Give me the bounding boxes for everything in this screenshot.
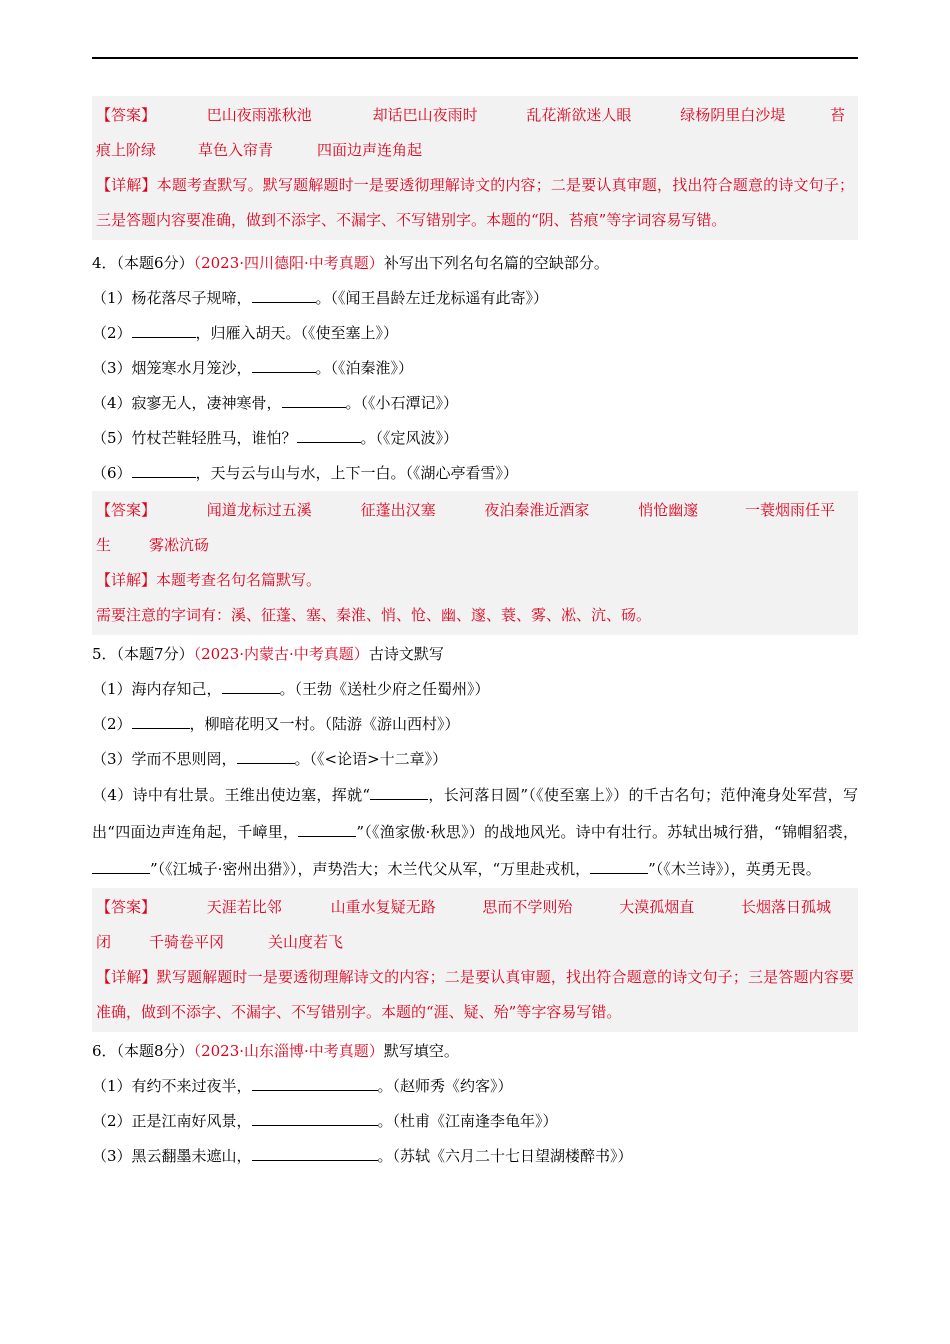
item-text: ”（《渔家傲·秋思》）的战地风光。诗中有壮行。苏轼出城行猎，“锦帽貂裘， <box>356 823 859 841</box>
fill-blank[interactable] <box>237 749 295 764</box>
question-item-4 <box>92 777 858 888</box>
answer-item: 巴山夜雨涨秋池 <box>206 106 312 124</box>
detail-text: 需要注意的字词有：溪、征蓬、塞、秦淮、悄、怆、幽、邃、蓑、雾、凇、沆、砀。 <box>96 606 652 624</box>
question-item <box>92 1069 858 1104</box>
answer-box-5 <box>92 888 858 1032</box>
question-score: （本题6分） <box>116 254 194 272</box>
detail-tag: 【详解】 <box>96 176 157 194</box>
item-text: （2） <box>92 715 132 733</box>
document-body <box>92 96 858 1174</box>
question-number: 6． <box>92 1042 117 1060</box>
question-5-heading <box>92 637 858 672</box>
fill-blank[interactable] <box>252 358 316 373</box>
fill-blank[interactable] <box>370 785 428 800</box>
answer-line <box>96 528 854 563</box>
answer-item: 四面边声连角起 <box>317 141 423 159</box>
detail-tag: 【详解】 <box>96 968 157 986</box>
fill-blank[interactable] <box>252 1146 378 1161</box>
answer-item: 绿杨阴里白沙堤 <box>680 106 786 124</box>
item-text: 。（赵师秀《约客》） <box>377 1077 513 1095</box>
question-item <box>92 351 858 386</box>
detail-text: 默写题解题时一是要透彻理解诗文的内容；二是要认真审题，找出符合题意的诗文句子；三是答题内容要准确，做到不添字、不漏字、不写错别字。本题的“涯、疑、殆”等字容易写错。 <box>96 968 854 1021</box>
detail-text: 本题考查默写。默写题解题时一是要透彻理解诗文的内容；二是要认真审题，找出符合题意的诗文句子；三是答题内容要准确，做到不添字、不漏字、不写错别字。本题的“阴、苔痕”等字词容易写错。 <box>96 176 854 229</box>
answer-item: 生 <box>96 536 112 554</box>
answer-line <box>96 493 854 528</box>
item-text: 。（《<论语>十二章》） <box>294 750 448 768</box>
fill-blank[interactable] <box>92 859 150 874</box>
detail-paragraph <box>96 960 854 1030</box>
answer-item: 山重水复疑无路 <box>330 898 436 916</box>
question-4-heading <box>92 246 858 281</box>
answer-item: 千骑卷平冈 <box>149 933 225 951</box>
answer-item: 却话巴山夜雨时 <box>372 106 478 124</box>
question-score: （本题7分） <box>116 645 194 663</box>
fill-blank[interactable] <box>132 323 196 338</box>
item-text: （5）竹杖芒鞋轻胜马，谁怕？ <box>92 429 297 447</box>
question-number: 5． <box>92 645 117 663</box>
question-item <box>92 316 858 351</box>
item-text: ，天与云与山与水，上下一白。（《湖心亭看雪》） <box>195 464 519 482</box>
item-text: 。（《小石潭记》） <box>345 394 459 412</box>
fill-blank[interactable] <box>298 822 356 837</box>
header-rule <box>92 57 858 59</box>
question-item <box>92 1104 858 1139</box>
answer-item: 雾凇沆砀 <box>149 536 210 554</box>
question-item <box>92 1139 858 1174</box>
answer-line <box>96 133 854 168</box>
item-text: ”（《木兰诗》），英勇无畏。 <box>648 860 821 878</box>
item-text: （3）学而不思则罔， <box>92 750 237 768</box>
answer-item: 乱花渐欲迷人眼 <box>526 106 632 124</box>
question-score: （本题8分） <box>116 1042 194 1060</box>
answer-item: 长烟落日孤城 <box>740 898 831 916</box>
item-text: 。（《定风波》） <box>360 429 459 447</box>
item-text: 。（《闻王昌龄左迁龙标遥有此寄》） <box>315 289 549 307</box>
question-item <box>92 281 858 316</box>
answer-item: 大漠孤烟直 <box>619 898 695 916</box>
question-item <box>92 742 858 777</box>
answer-item: 天涯若比邻 <box>206 898 282 916</box>
item-text: （6） <box>92 464 132 482</box>
answer-item: 夜泊秦淮近酒家 <box>484 501 590 519</box>
item-text: （3）黑云翻墨未遮山， <box>92 1147 252 1165</box>
item-text: （3）烟笼寒水月笼沙， <box>92 359 252 377</box>
detail-paragraph <box>96 598 854 633</box>
question-prompt: 补写出下列名句名篇的空缺部分。 <box>383 254 609 272</box>
question-item <box>92 456 858 491</box>
question-item <box>92 672 858 707</box>
answer-item: 思而不学则殆 <box>482 898 573 916</box>
fill-blank[interactable] <box>222 679 280 694</box>
item-text: 。（王勃《送杜少府之任蜀州》） <box>279 680 490 698</box>
fill-blank[interactable] <box>132 714 190 729</box>
item-text: ”（《江城子·密州出猎》），声势浩大；木兰代父从军，“万里赴戎机， <box>150 860 591 878</box>
answer-item: 一蓑烟雨任平 <box>744 501 835 519</box>
item-text: （1）有约不来过夜半， <box>92 1077 252 1095</box>
detail-text: 本题考查名句名篇默写。 <box>156 571 322 589</box>
fill-blank[interactable] <box>282 393 346 408</box>
question-prompt: 古诗文默写 <box>368 645 444 663</box>
answer-item: 悄怆幽邃 <box>638 501 699 519</box>
answer-line <box>96 890 854 925</box>
question-6-heading <box>92 1034 858 1069</box>
question-number: 4． <box>92 254 117 272</box>
item-text: 。（《泊秦淮》） <box>315 359 414 377</box>
answer-line <box>96 98 854 133</box>
answer-item: 闭 <box>96 933 112 951</box>
item-text: （4）寂寥无人，凄神寒骨， <box>92 394 282 412</box>
question-item <box>92 707 858 742</box>
answer-box-3 <box>92 96 858 240</box>
item-text: （1）海内存知己， <box>92 680 222 698</box>
item-text: 。（杜甫《江南逢李龟年》） <box>377 1112 558 1130</box>
item-text: 。（苏轼《六月二十七日望湖楼醉书》） <box>377 1147 633 1165</box>
answer-tag: 【答案】 <box>96 106 157 124</box>
item-text: （4）诗中有壮景。王维出使边塞，挥就“ <box>92 786 371 804</box>
fill-blank[interactable] <box>252 1111 378 1126</box>
question-item <box>92 421 858 456</box>
fill-blank[interactable] <box>297 428 361 443</box>
item-text: ，归雁入胡天。（《使至塞上》） <box>195 324 399 342</box>
fill-blank[interactable] <box>252 288 316 303</box>
question-source: （2023·四川德阳·中考真题） <box>193 254 384 272</box>
answer-tag: 【答案】 <box>96 898 157 916</box>
question-source: （2023·内蒙古·中考真题） <box>193 645 369 663</box>
fill-blank[interactable] <box>132 463 196 478</box>
question-item <box>92 386 858 421</box>
detail-paragraph <box>96 168 854 238</box>
answer-item: 苔 <box>829 106 845 124</box>
item-text: ，柳暗花明又一村。（陆游《游山西村》） <box>189 715 460 733</box>
detail-paragraph <box>96 563 854 598</box>
fill-blank[interactable] <box>590 859 648 874</box>
answer-item: 闻道龙标过五溪 <box>206 501 312 519</box>
item-text: （2）正是江南好风景， <box>92 1112 252 1130</box>
answer-item: 痕上阶绿 <box>96 141 157 159</box>
question-prompt: 默写填空。 <box>383 1042 459 1060</box>
question-source: （2023·山东淄博·中考真题） <box>193 1042 384 1060</box>
item-text: （2） <box>92 324 132 342</box>
detail-tag: 【详解】 <box>96 571 157 589</box>
answer-item: 征蓬出汉塞 <box>360 501 436 519</box>
item-text: ，长河落日圆”（《使至塞上》）的千古名句；范仲淹身处军营，写出“四面边声连角起，千嶂里， <box>92 786 859 841</box>
item-text: （1）杨花落尽子规啼， <box>92 289 252 307</box>
fill-blank[interactable] <box>252 1076 378 1091</box>
answer-item: 关山度若飞 <box>268 933 344 951</box>
answer-line <box>96 925 854 960</box>
answer-item: 草色入帘青 <box>198 141 274 159</box>
answer-box-4 <box>92 491 858 635</box>
answer-tag: 【答案】 <box>96 501 157 519</box>
